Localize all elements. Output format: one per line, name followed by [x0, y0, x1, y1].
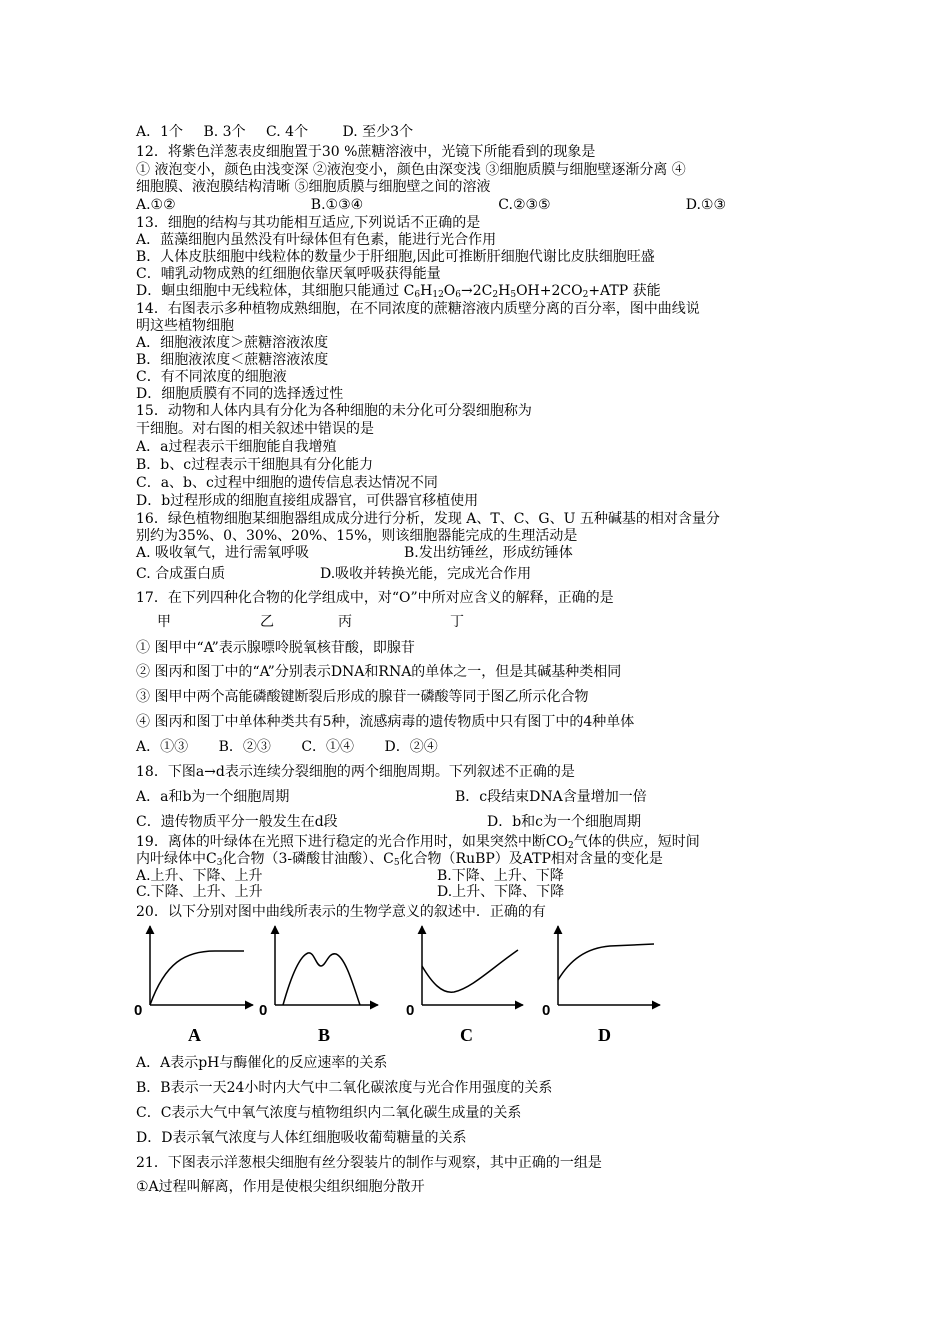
q18-stem: 18．下图a→d表示连续分裂细胞的两个细胞周期。下列叙述不正确的是 — [136, 764, 575, 780]
q13-option-d: D．蛔虫细胞中无线粒体，其细胞只能通过 $C_6H_{12}O_6\to 2C_2H_5OH+2CO_2+ATP$ 获能 — [136, 283, 661, 300]
q14-option-a: A．细胞液浓度＞蔗糖溶液浓度 — [136, 335, 329, 351]
q15-option-b: B．b、c过程表示干细胞具有分化能力 — [136, 457, 374, 473]
q12-option-b: B.①③④ — [310, 197, 364, 213]
q19-option-c: C.下降、上升、上升 — [136, 884, 263, 900]
q12-options — [136, 197, 726, 214]
q15-stem-line2: 干细胞。对右图的相关叙述中错误的是 — [136, 421, 374, 437]
q13-stem: 13．细胞的结构与其功能相互适应,下列说话不正确的是 — [136, 215, 481, 231]
q15-option-c: C．a、b、c过程中细胞的遗传信息表达情况不同 — [136, 475, 438, 491]
q16-option-a: A. 吸收氧气，进行需氧呼吸 — [136, 545, 310, 561]
q19-stem-line2: 内叶绿体中$C_3$化合物（3-磷酸甘油酸）、$C_5$化合物（RuBP）及ATP相对含量的变化是 — [136, 851, 663, 868]
graph-a-label: A — [188, 1025, 201, 1045]
q16-stem-line2: 别约为35%、0、30%、20%、15%，则该细胞器能完成的生理活动是 — [136, 528, 578, 544]
q11-option-a: A．1个 — [136, 124, 184, 140]
graph-d — [542, 926, 660, 1045]
q20-option-c: C．C表示大气中氧气浓度与植物组织内二氧化碳生成量的关系 — [136, 1105, 522, 1121]
q20-stem: 20．以下分别对图中曲线所表示的生物学意义的叙述中．正确的有 — [136, 904, 546, 920]
q19-option-b: B.下降、上升、下降 — [437, 868, 564, 884]
graph-d-curve — [558, 944, 654, 980]
q12-line1: ① 液泡变小，颜色由浅变深 ②液泡变小，颜色由深变浅 ③细胞质膜与细胞壁逐渐分离 ④ — [136, 162, 686, 178]
q17-option-c: C．①④ — [301, 739, 355, 755]
graph-a-curve — [150, 951, 244, 1005]
q17-label-jia: 甲 — [157, 614, 171, 630]
q17-label-bing: 丙 — [338, 614, 352, 630]
q11-options — [136, 124, 413, 141]
q20-option-d: D．D表示氧气浓度与人体红细胞吸收葡萄糖量的关系 — [136, 1130, 467, 1146]
graph-a-zero: 0 — [134, 1002, 143, 1019]
q12-option-c: C.②③⑤ — [498, 197, 551, 213]
graph-d-label: D — [598, 1025, 611, 1045]
q21-stem: 21．下图表示洋葱根尖细胞有丝分裂装片的制作与观察，其中正确的一组是 — [136, 1155, 602, 1171]
graph-b-label: B — [318, 1025, 331, 1045]
q18-option-a: A．a和b为一个细胞周期 — [136, 789, 290, 805]
q18-option-d: D．b和c为一个细胞周期 — [487, 814, 642, 830]
q14-option-b: B．细胞液浓度＜蔗糖溶液浓度 — [136, 352, 329, 368]
q11-option-b: B. 3个 — [203, 124, 246, 140]
q13-option-a: A．蓝藻细胞内虽然没有叶绿体但有色素，能进行光合作用 — [136, 232, 497, 248]
q15-stem-line1: 15．动物和人体内具有分化为各种细胞的未分化可分裂细胞称为 — [136, 403, 532, 419]
q21-statement-1: ①A过程叫解离，作用是使根尖组织细胞分散开 — [136, 1179, 425, 1195]
q19-stem-line1: 19．离体的叶绿体在光照下进行稳定的光合作用时，如果突然中断$CO_2$气体的供应，短时间 — [136, 834, 700, 851]
q14-stem-line1: 14．右图表示多种植物成熟细胞，在不同浓度的蔗糖溶液内质壁分离的百分率，图中曲线说 — [136, 301, 700, 317]
q15-option-a: A．a过程表示干细胞能自我增殖 — [136, 439, 337, 455]
q20-option-b: B．B表示一天24小时内大气中二氧化碳浓度与光合作用强度的关系 — [136, 1080, 553, 1096]
q16-option-b: B.发出纺锤丝，形成纺锤体 — [404, 545, 573, 561]
q11-option-d: D. 至少3个 — [342, 124, 414, 140]
graph-b — [259, 926, 378, 1045]
graph-b-curve — [283, 953, 360, 1005]
q17-statement-3: ③ 图甲中两个高能磷酸键断裂后形成的腺苷一磷酸等同于图乙所示化合物 — [136, 689, 589, 705]
q12-option-d: D.①③ — [685, 197, 726, 213]
graph-d-zero: 0 — [542, 1002, 551, 1019]
graph-a — [134, 926, 253, 1045]
q17-option-d: D．②④ — [384, 739, 438, 755]
q12-line2: 细胞膜、液泡膜结构清晰 ⑤细胞质膜与细胞壁之间的溶液 — [136, 179, 491, 195]
graph-c-curve — [422, 950, 518, 992]
q17-stem: 17．在下列四种化合物的化学组成中，对“O”中所对应含义的解释，正确的是 — [136, 590, 614, 606]
q18-option-c: C．遗传物质平分一般发生在d段 — [136, 814, 338, 830]
graph-c — [406, 926, 523, 1045]
q15-option-d: D．b过程形成的细胞直接组成器官，可供器官移植使用 — [136, 493, 479, 509]
graph-c-zero: 0 — [406, 1002, 415, 1019]
q17-statement-1: ① 图甲中“A”表示腺嘌呤脱氧核苷酸，即腺苷 — [136, 640, 415, 656]
q20-graphs — [120, 918, 800, 1048]
q12-option-a: A.①② — [136, 197, 176, 213]
q17-option-a: A．①③ — [136, 739, 189, 755]
q17-statement-4: ④ 图丙和图丁中单体种类共有5种，流感病毒的遗传物质中只有图丁中的4种单体 — [136, 714, 635, 730]
q14-option-c: C．有不同浓度的细胞液 — [136, 369, 287, 385]
q13-option-c: C．哺乳动物成熟的红细胞依靠厌氧呼吸获得能量 — [136, 266, 441, 282]
q17-label-ding: 丁 — [450, 614, 464, 630]
q17-options — [136, 739, 438, 756]
q13-option-b: B．人体皮肤细胞中线粒体的数量少于肝细胞,因此可推断肝细胞代谢比皮肤细胞旺盛 — [136, 249, 655, 265]
q17-label-yi: 乙 — [260, 614, 274, 630]
q19-option-a: A.上升、下降、上升 — [136, 868, 263, 884]
q11-option-c: C. 4个 — [266, 124, 309, 140]
q16-option-d: D.吸收并转换光能，完成光合作用 — [320, 566, 532, 582]
q17-statement-2: ② 图丙和图丁中的“A”分别表示DNA和RNA的单体之一，但是其碱基种类相同 — [136, 664, 622, 680]
q14-stem-line2: 明这些植物细胞 — [136, 318, 234, 334]
q14-option-d: D．细胞质膜有不同的选择透过性 — [136, 386, 344, 402]
q12-stem: 12．将紫色洋葱表皮细胞置于30 %蔗糖溶液中，光镜下所能看到的现象是 — [136, 144, 596, 160]
q19-option-d: D.上升、下降、下降 — [437, 884, 565, 900]
graph-b-zero: 0 — [259, 1002, 268, 1019]
q16-option-c: C. 合成蛋白质 — [136, 566, 226, 582]
q17-option-b: B．②③ — [218, 739, 271, 755]
q20-option-a: A．A表示pH与酶催化的反应速率的关系 — [136, 1055, 388, 1071]
q18-option-b: B．c段结束DNA含量增加一倍 — [455, 789, 647, 805]
graph-c-label: C — [460, 1025, 473, 1045]
q16-stem-line1: 16．绿色植物细胞某细胞器组成成分进行分析，发现 A、T、C、G、U 五种碱基的相对含量分 — [136, 511, 720, 527]
